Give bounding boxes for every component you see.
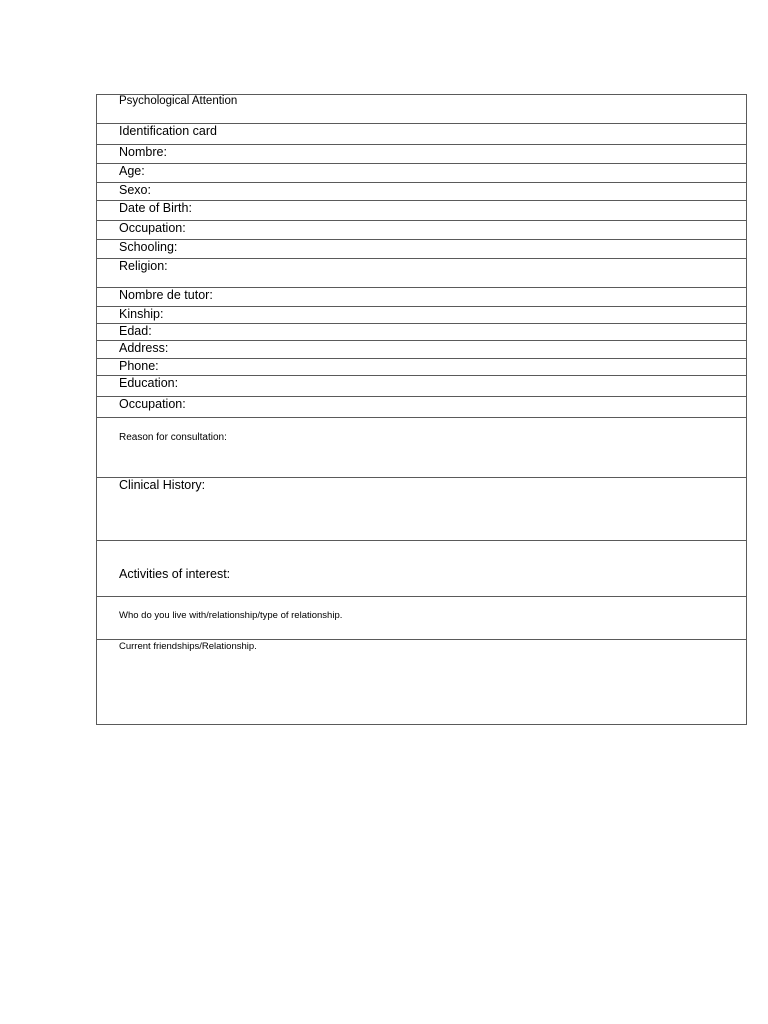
identification-card-label: Identification card	[119, 124, 217, 138]
activities-row[interactable]	[97, 541, 746, 597]
kinship-row[interactable]	[97, 307, 746, 324]
address-label: Address:	[119, 341, 169, 355]
tutor-occupation-row[interactable]	[97, 397, 746, 418]
psychological-attention-form	[96, 94, 747, 725]
reason-label: Reason for consultation:	[119, 432, 227, 443]
identification-row	[97, 124, 746, 145]
religion-row[interactable]	[97, 259, 746, 288]
sexo-label: Sexo:	[119, 183, 151, 197]
phone-label: Phone:	[119, 359, 159, 373]
date-of-birth-row[interactable]	[97, 201, 746, 221]
live-with-label: Who do you live with/relationship/type of relationship.	[119, 610, 343, 621]
nombre-de-tutor-row[interactable]	[97, 288, 746, 307]
occupation-row[interactable]	[97, 221, 746, 240]
age-label: Age:	[119, 164, 145, 178]
form-title: Psychological Attention	[119, 95, 238, 107]
education-label: Education:	[119, 376, 179, 390]
edad-row[interactable]	[97, 324, 746, 341]
kinship-label: Kinship:	[119, 307, 164, 321]
address-row[interactable]	[97, 341, 746, 359]
phone-row[interactable]	[97, 359, 746, 376]
nombre-row[interactable]	[97, 145, 746, 164]
age-row[interactable]	[97, 164, 746, 183]
edad-label: Edad:	[119, 324, 152, 338]
form-title-row	[97, 95, 746, 124]
religion-label: Religion:	[119, 259, 168, 273]
friendships-label: Current friendships/Relationship.	[119, 641, 257, 652]
nombre-de-tutor-label: Nombre de tutor:	[119, 288, 213, 302]
clinical-history-row[interactable]	[97, 478, 746, 541]
schooling-row[interactable]	[97, 240, 746, 259]
date-of-birth-label: Date of Birth:	[119, 201, 192, 215]
sexo-row[interactable]	[97, 183, 746, 201]
education-row[interactable]	[97, 376, 746, 397]
clinical-history-label: Clinical History:	[119, 478, 206, 492]
friendships-row[interactable]	[97, 640, 746, 724]
tutor-occupation-label: Occupation:	[119, 397, 186, 411]
activities-label: Activities of interest:	[119, 567, 231, 581]
schooling-label: Schooling:	[119, 240, 178, 254]
live-with-row[interactable]	[97, 597, 746, 640]
reason-row[interactable]	[97, 418, 746, 478]
occupation-label: Occupation:	[119, 221, 186, 235]
nombre-label: Nombre:	[119, 145, 167, 159]
